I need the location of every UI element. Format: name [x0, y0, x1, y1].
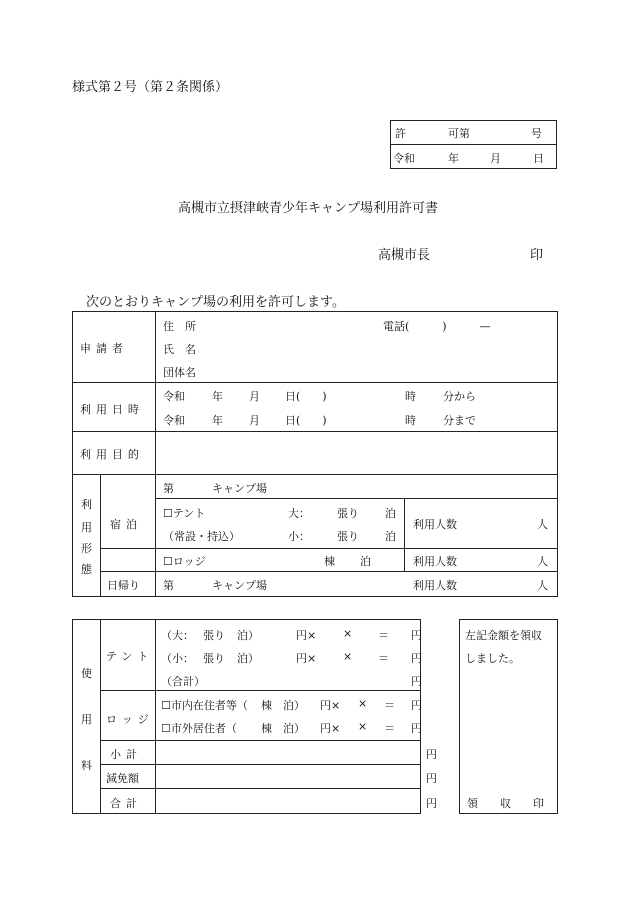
fee-lodge-nonresident-equals: ＝: [384, 722, 395, 735]
receipt-text-2: しました。: [465, 652, 520, 665]
tent-checkbox[interactable]: ☐テント: [163, 507, 206, 520]
fee-tent-small-rate: 円×: [296, 652, 317, 665]
fee-lodge-nonresident-checkbox[interactable]: ☐市外居住者（: [161, 722, 237, 735]
fee-lodge-nonresident-yen: 円: [411, 722, 422, 735]
fee-tent-small-times: ×: [343, 650, 353, 663]
fee-lodge-resident-equals: ＝: [384, 699, 395, 712]
lodge-building-unit: 棟: [324, 555, 335, 568]
usage-label-2: 用: [81, 521, 92, 534]
purpose-label: 利用目的: [80, 448, 144, 461]
tent-large-unit: 張り: [337, 507, 359, 520]
discount-yen: 円: [426, 772, 437, 785]
end-hour: 時: [405, 414, 416, 427]
usage-label-1: 利: [81, 498, 92, 511]
receipt-text-1: 左記金額を領収: [465, 629, 542, 642]
tent-note: （常設・持込）: [163, 530, 240, 543]
usage-label-4: 態: [81, 563, 92, 576]
lodge-night-unit: 泊: [360, 555, 371, 568]
tent-large: 大：: [288, 507, 310, 520]
fee-tent-large-times: ×: [343, 627, 353, 640]
permit-go-label: 号: [531, 127, 542, 140]
end-suffix: 分まで: [443, 414, 476, 427]
permit-day: 日: [533, 152, 544, 165]
fee-lodge-resident-yen: 円: [411, 699, 422, 712]
fee-lodge-nonresident-unit: 棟: [261, 722, 272, 735]
group-label: 団体名: [163, 366, 196, 379]
fee-tent-small-equals: ＝: [378, 652, 389, 665]
lodge-checkbox[interactable]: ☐ロッジ: [163, 555, 206, 568]
tent-people-unit: 人: [537, 518, 548, 531]
fee-lodge-resident-checkbox[interactable]: ☐市内在住者等（: [161, 699, 248, 712]
day-label: 日帰り: [107, 579, 140, 592]
fee-lodge-resident-night: 泊）: [283, 699, 305, 712]
fee-tent-total-label: （合計）: [161, 675, 205, 688]
fee-tent-large-night: 泊）: [237, 629, 259, 642]
tent-people-label: 利用人数: [413, 518, 457, 531]
fee-tent-small-open: （小：: [161, 652, 194, 665]
start-year: 年: [212, 390, 223, 403]
fee-tent-small-yen: 円: [411, 652, 422, 665]
fee-lodge-label: ロッジ: [106, 713, 154, 726]
applicant-label: 申請者: [80, 342, 128, 355]
fee-label-2: 用: [81, 713, 92, 726]
fee-tent-label: テント: [106, 650, 154, 663]
fee-lodge-nonresident-night: 泊）: [283, 722, 305, 735]
fee-label-3: 料: [81, 759, 92, 772]
fee-tent-large-yen: 円: [411, 629, 422, 642]
fee-lodge-resident-rate: 円×: [320, 699, 341, 712]
phone-label: 電話( ) —: [383, 320, 491, 333]
fee-label-1: 使: [81, 667, 92, 680]
stay-label: 宿泊: [110, 518, 142, 531]
fee-tent-large-equals: ＝: [378, 629, 389, 642]
fee-lodge-resident-times: ×: [358, 697, 368, 710]
permit-no-label: 可第: [448, 127, 470, 140]
fee-tent-total-yen: 円: [411, 675, 422, 688]
day-people-unit: 人: [537, 579, 548, 592]
receipt-box: [459, 619, 558, 814]
start-suffix: 分から: [443, 390, 476, 403]
permit-era: 令和: [393, 152, 415, 165]
fee-lodge-nonresident-times: ×: [358, 720, 368, 733]
issuer-name: 高槻市長: [378, 248, 431, 263]
receipt-seal: 領 収 印: [467, 797, 544, 810]
start-month: 月: [249, 390, 260, 403]
day-people-label: 利用人数: [413, 579, 457, 592]
day-site-suffix: キャンプ場: [212, 579, 267, 592]
end-day: 日( ): [285, 414, 327, 427]
lodge-people-unit: 人: [537, 555, 548, 568]
lodge-people-label: 利用人数: [413, 555, 457, 568]
tent-large-night: 泊: [385, 507, 396, 520]
name-label: 氏 名: [163, 343, 196, 356]
end-era: 令和: [163, 414, 185, 427]
site-prefix: 第: [163, 482, 174, 495]
permit-month: 月: [490, 152, 501, 165]
total-yen: 円: [426, 797, 437, 810]
fee-tent-small-unit: 張り: [203, 652, 225, 665]
discount-label: 減免額: [106, 772, 139, 785]
document-title: 高槻市立摂津峡青少年キャンプ場利用許可書: [178, 201, 439, 216]
start-era: 令和: [163, 390, 185, 403]
end-year: 年: [212, 414, 223, 427]
permit-table: [72, 311, 558, 597]
total-label: 合計: [110, 797, 142, 810]
form-number: 様式第２号（第２条関係）: [72, 80, 229, 95]
fee-tent-small-night: 泊）: [237, 652, 259, 665]
tent-small-night: 泊: [385, 530, 396, 543]
tent-small: 小：: [288, 530, 310, 543]
seal-mark: 印: [530, 248, 544, 263]
permit-year: 年: [448, 152, 459, 165]
fee-tent-large-rate: 円×: [296, 629, 317, 642]
dates-label: 利用日時: [80, 403, 144, 416]
intro-text: 次のとおりキャンプ場の利用を許可します。: [86, 295, 345, 310]
start-day: 日( ): [285, 390, 327, 403]
fee-lodge-resident-unit: 棟: [261, 699, 272, 712]
usage-label-3: 形: [81, 542, 92, 555]
subtotal-yen: 円: [426, 748, 437, 761]
end-month: 月: [249, 414, 260, 427]
fee-tent-large-open: （大：: [161, 629, 194, 642]
day-site-prefix: 第: [163, 579, 174, 592]
start-hour: 時: [405, 390, 416, 403]
fee-lodge-nonresident-rate: 円×: [320, 722, 341, 735]
tent-small-unit: 張り: [337, 530, 359, 543]
permit-label: 許: [395, 127, 406, 140]
fee-tent-large-unit: 張り: [203, 629, 225, 642]
subtotal-label: 小計: [110, 748, 142, 761]
address-label: 住 所: [163, 320, 196, 333]
site-suffix: キャンプ場: [212, 482, 267, 495]
